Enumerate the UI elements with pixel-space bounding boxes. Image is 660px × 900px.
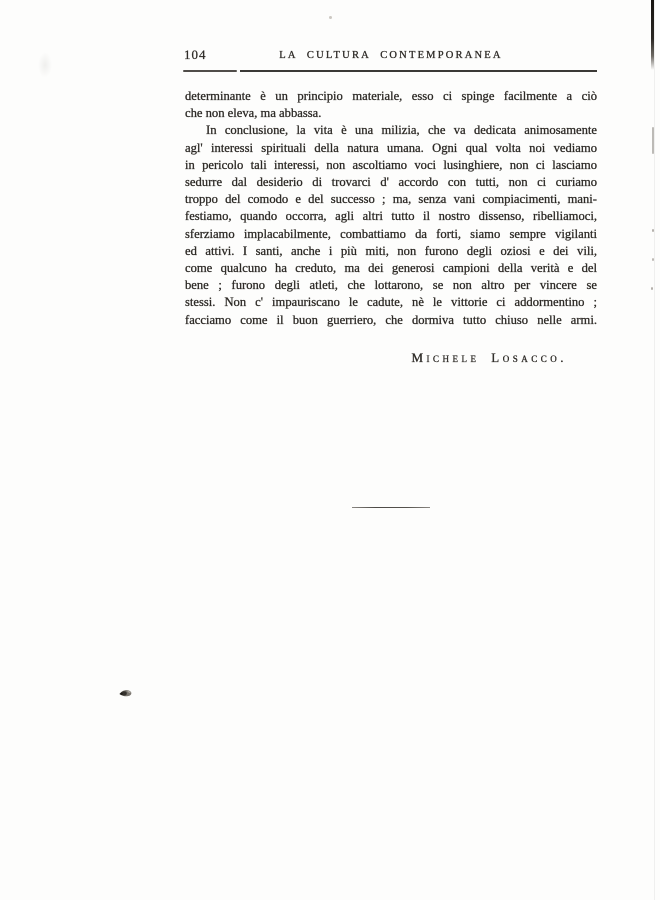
scan-smudge-artifact: [38, 52, 52, 78]
page-number: 104: [184, 47, 207, 62]
ink-blot-artifact: [117, 685, 135, 699]
text-line: in pericolo tali interessi, non ascoltiamo voci lusinghiere, non ci lasciamo: [185, 157, 597, 172]
text-line: In conclusione, la vita è una milizia, che va dedicata animosamente: [206, 123, 597, 138]
running-header-title: LA CULTURA CONTEMPORANEA: [279, 50, 503, 61]
text-line: stessi. Non c' impauriscano le cadute, nè le vittorie ci addormentino ;: [185, 295, 597, 310]
text-line: determinante è un principio materiale, esso ci spinge facilmente a ciò: [185, 89, 597, 103]
text-line: sedurre dal desiderio di trovarci d' accordo con tutti, non ci curiamo: [185, 175, 597, 190]
scan-speck: [329, 16, 332, 19]
scan-speck: [652, 229, 654, 232]
text-line: troppo del comodo e del successo ; ma, senza vani compiacimenti, mani-: [185, 192, 597, 207]
scan-speck: [652, 258, 654, 261]
text-line: che non eleva, ma abbassa.: [185, 106, 322, 121]
text-line: agl' interessi spirituali della natura umana. Ogni qual volta noi vediamo: [185, 140, 597, 155]
text-line: sferziamo implacabilmente, combattiamo da forti, siamo sempre vigilanti: [185, 226, 597, 241]
scan-speck: [651, 287, 653, 290]
header-rule-left-segment: [183, 70, 237, 72]
author-signature: Michele Losacco.: [411, 350, 567, 365]
section-divider-rule: [352, 507, 430, 508]
header-rule-main-segment: [240, 70, 597, 72]
text-line: bene ; furono degli atleti, che lottarono, se non altro per vincere se: [185, 278, 597, 293]
text-line: ed attivi. I santi, anche i più miti, non furono degli oziosi e dei vili,: [185, 243, 597, 258]
text-line: facciamo come il buon guerriero, che dormiva tutto chiuso nelle armi.: [185, 312, 597, 327]
scan-edge-faint-line: [654, 0, 655, 900]
body-text: [185, 88, 597, 329]
text-line: come qualcuno ha creduto, ma dei generosi campioni della verità e del: [185, 261, 597, 276]
text-line: festiamo, quando occorra, agli altri tutto il nostro dissenso, ribelliamoci,: [185, 209, 597, 224]
